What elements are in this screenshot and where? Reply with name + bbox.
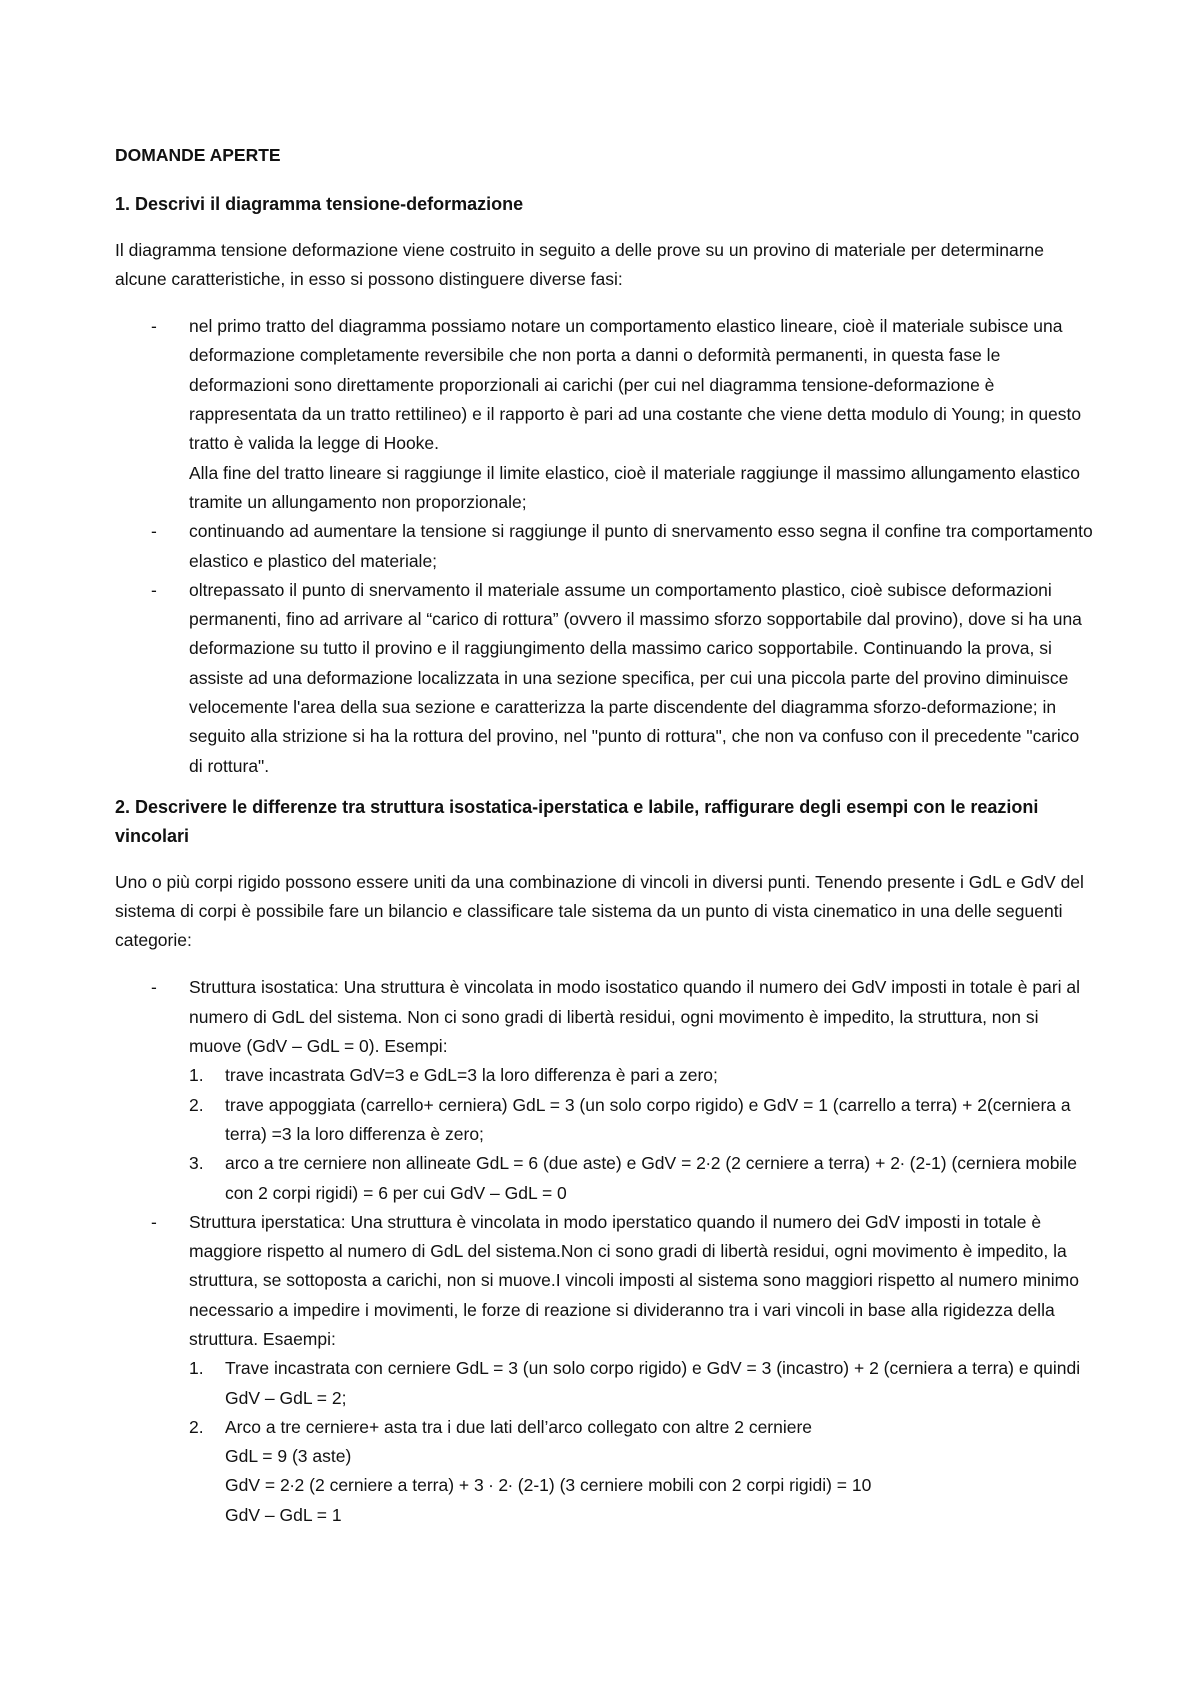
question-2-list [115,973,1095,1530]
document-content [115,141,1095,1536]
example-number: 3. [189,1153,204,1174]
question-1-list [115,312,1095,781]
example-number: 2. [189,1416,204,1437]
dash-bullet: - [151,977,157,998]
dash-bullet: - [151,316,157,337]
question-1-title: 1. Descrivi il diagramma tensione-deformazione [115,194,524,215]
iperstatica-examples [189,1354,1095,1530]
dash-bullet: - [151,521,157,542]
iperstatica-text: Struttura iperstatica: Una struttura è vincolata in modo iperstatico quando il numero dei GdV imposti in totale è maggiore rispetto al numero di GdL del sistema.Non ci sono gradi di libertà residui, ogni movimento è impedito, la struttura, se sottoposta a carichi, non si muove.I vincoli imposti al sistema sono maggiori rispetto al numero minimo necessario a impedire i movimenti, le forze di reazione si divideranno tra i vari vincoli in base alla rigidezza della struttura. Esaempi: [189,1211,1079,1349]
isostatica-examples [189,1061,1095,1207]
example-line: GdV = 2∙2 (2 cerniere a terra) + 3 ∙ 2∙ (2-1) (3 cerniere mobili con 2 corpi rigidi) = 10 [225,1475,872,1496]
example-text: trave appoggiata (carrello+ cerniera) GdL = 3 (un solo corpo rigido) e GdV = 1 (carrello a terra) + 2(cerniera a terra) =3 la loro differenza è zero; [225,1094,1071,1144]
example-line: GdV – GdL = 1 [225,1504,342,1525]
example-text: trave incastrata GdV=3 e GdL=3 la loro differenza è pari a zero; [225,1065,718,1086]
example-item [189,1413,1095,1530]
list-item [115,576,1095,781]
dash-bullet: - [151,1211,157,1232]
example-text: arco a tre cerniere non allineate GdL = 6 (due aste) e GdV = 2∙2 (2 cerniere a terra) + 2∙ (2-1) (cerniera mobile con 2 corpi rigidi) = 6 per cui GdV – GdL = 0 [225,1153,1077,1203]
list-item-text: oltrepassato il punto di snervamento il materiale assume un comportamento plastico, cioè subisce deformazioni permanenti, fino ad arrivare al “carico di rottura” (ovvero il massimo sforzo sopportabile dal provino), dove si ha una deformazione su tutto il provino e il raggiungimento della massimo carico sopportabile. Continuando la prova, si assiste ad una deformazione localizzata in una sezione specifica, per cui una piccola parte del provino diminuisce velocemente l'area della sua sezione e caratterizza la parte discendente del diagramma sforzo-deformazione; in seguito alla strizione si ha la rottura del provino, nel "punto di rottura", che non va confuso con il precedente "carico di rottura". [189,579,1082,776]
example-text: Arco a tre cerniere+ asta tra i due lati dell’arco collegato con altre 2 cerniere [225,1416,813,1437]
page-heading: DOMANDE APERTE [115,145,281,165]
list-item [115,1208,1095,1530]
list-item [115,312,1095,517]
example-number: 2. [189,1094,204,1115]
example-text: Trave incastrata con cerniere GdL = 3 (un solo corpo rigido) e GdV = 3 (incastro) + 2 (cerniera a terra) e quindi GdV – GdL = 2; [225,1358,1081,1408]
list-item-text: nel primo tratto del diagramma possiamo notare un comportamento elastico lineare, cioè il materiale subisce una deformazione completamente reversibile che non porta a danni o deformità permanenti, in questa fase le deformazioni sono direttamente proporzionali ai carichi (per cui nel diagramma tensione-deformazione è rappresentata da un tratto rettilineo) e il rapporto è pari ad una costante che viene detta modulo di Young; in questo tratto è valida la legge di Hooke. [189,316,1082,454]
list-item-text: Alla fine del tratto lineare si raggiunge il limite elastico, cioè il materiale raggiunge il massimo allungamento elastico tramite un allungamento non proporzionale; [189,462,1081,512]
example-number: 1. [189,1065,204,1086]
example-line: GdL = 9 (3 aste) [225,1446,352,1467]
isostatica-text: Struttura isostatica: Una struttura è vincolata in modo isostatico quando il numero dei GdV imposti in totale è pari al numero di GdL del sistema. Non ci sono gradi di libertà residui, ogni movimento è impedito, la struttura, non si muove (GdV – GdL = 0). Esempi: [189,977,1081,1057]
example-item [189,1354,1095,1413]
example-number: 1. [189,1358,204,1379]
question-2-intro: Uno o più corpi rigido possono essere uniti da una combinazione di vincoli in diversi punti. Tenendo presente i GdL e GdV del sistema di corpi è possibile fare un bilancio e classificare tale sistema da un punto di vista cinematico in una delle seguenti categorie: [115,871,1084,951]
question-1-intro: Il diagramma tensione deformazione viene costruito in seguito a delle prove su un provino di materiale per determinarne alcune caratteristiche, in esso si possono distinguere diverse fasi: [115,239,1044,289]
list-item [115,517,1095,576]
example-item [189,1149,1095,1208]
example-item [189,1061,1095,1090]
list-item-text: continuando ad aumentare la tensione si raggiunge il punto di snervamento esso segna il confine tra comportamento elastico e plastico del materiale; [189,521,1093,571]
question-2-title: 2. Descrivere le differenze tra struttura isostatica-iperstatica e labile, raffigurare degli esempi con le reazioni vincolari [115,796,1039,847]
dash-bullet: - [151,579,157,600]
list-item [115,973,1095,1207]
example-item [189,1091,1095,1150]
